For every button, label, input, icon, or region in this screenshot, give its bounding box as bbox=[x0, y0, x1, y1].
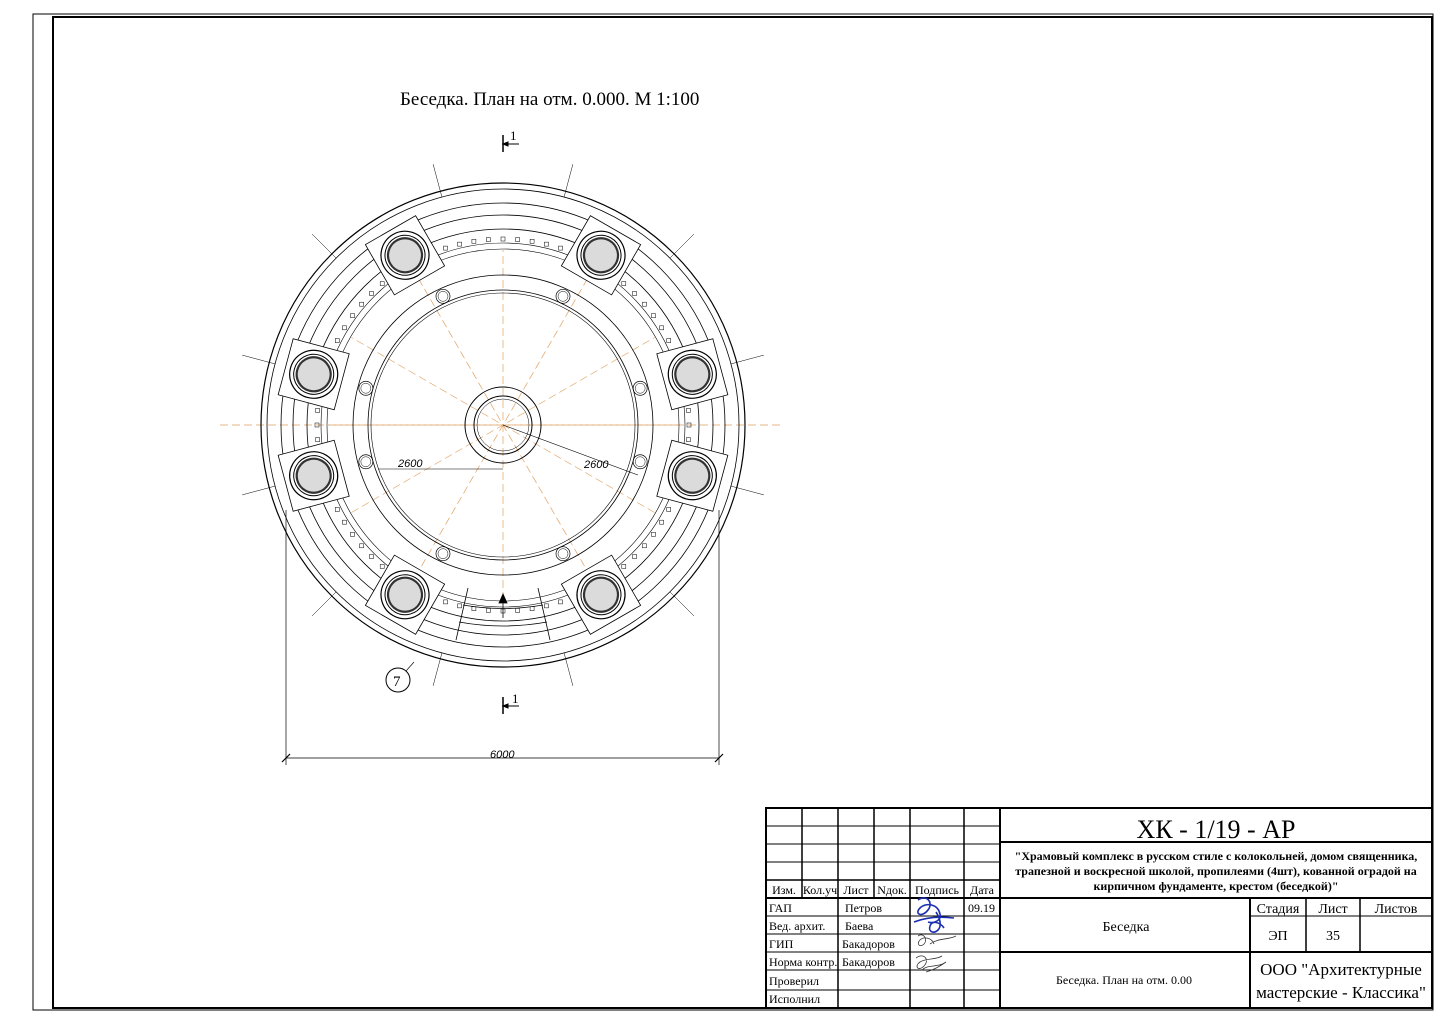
baluster bbox=[530, 239, 534, 243]
baluster bbox=[360, 302, 364, 306]
baluster bbox=[544, 242, 548, 246]
column bbox=[657, 339, 728, 410]
tb-name-4: Бакадоров bbox=[842, 955, 895, 969]
baluster bbox=[642, 302, 646, 306]
tb-code: ХК - 1/19 - АР bbox=[1136, 815, 1296, 844]
tb-header-ndok: Nдок. bbox=[877, 883, 907, 897]
step-edge bbox=[459, 622, 547, 626]
signature-blue bbox=[914, 898, 954, 932]
tb-name-3: Бакадоров bbox=[842, 937, 895, 951]
tb-role-check: Проверил bbox=[769, 974, 819, 988]
baluster bbox=[316, 438, 320, 442]
tb-project-line3: кирпичном фундаменте, крестом (беседкой)" bbox=[1093, 879, 1339, 893]
baluster bbox=[686, 408, 690, 412]
section-label-bottom: 1 bbox=[512, 691, 519, 706]
step-side-right bbox=[538, 588, 550, 640]
baluster bbox=[335, 507, 339, 511]
tb-org-line1: ООО "Архитектурные bbox=[1260, 960, 1422, 979]
column bbox=[278, 440, 349, 511]
baluster bbox=[369, 291, 373, 295]
baluster bbox=[660, 326, 664, 330]
baluster bbox=[486, 238, 490, 242]
baluster bbox=[667, 507, 671, 511]
baluster bbox=[686, 438, 690, 442]
tb-object-name: Беседка bbox=[1102, 920, 1150, 935]
baluster bbox=[458, 604, 462, 608]
signature-gray bbox=[916, 935, 956, 972]
baluster bbox=[316, 408, 320, 412]
baluster bbox=[369, 555, 373, 559]
tb-sheet: 35 bbox=[1326, 929, 1340, 944]
section-label-top: 1 bbox=[510, 128, 517, 143]
baluster bbox=[342, 520, 346, 524]
axis-label: 7 bbox=[393, 674, 401, 690]
bench-support-inner bbox=[438, 291, 448, 301]
tb-org-line2: мастерские - Классика" bbox=[1256, 983, 1426, 1002]
tb-stage-header: Стадия bbox=[1256, 902, 1300, 917]
radial-tick bbox=[670, 592, 694, 616]
tb-role-norm: Норма контр. bbox=[769, 955, 838, 969]
dim-right: 2600 bbox=[584, 459, 609, 471]
centerlines bbox=[220, 250, 780, 600]
baluster bbox=[660, 520, 664, 524]
column bbox=[657, 440, 728, 511]
baluster bbox=[651, 314, 655, 318]
baluster bbox=[501, 237, 505, 241]
baluster bbox=[530, 607, 534, 611]
baluster bbox=[472, 607, 476, 611]
baluster bbox=[380, 564, 384, 568]
tb-header-kol: Кол.уч bbox=[802, 883, 838, 897]
baluster bbox=[622, 564, 626, 568]
gazebo-plan bbox=[220, 164, 780, 686]
tb-header-izm: Изм. bbox=[772, 883, 796, 897]
tb-date: 09.19 bbox=[968, 901, 995, 915]
column bbox=[278, 339, 349, 410]
baluster bbox=[544, 604, 548, 608]
tb-sheet-name: Беседка. План на отм. 0.00 bbox=[1055, 973, 1193, 987]
tb-role-exec: Исполнил bbox=[769, 992, 821, 1006]
baluster bbox=[651, 532, 655, 536]
baluster bbox=[342, 326, 346, 330]
tb-role-gap: ГАП bbox=[769, 901, 792, 915]
tb-sheet-header: Лист bbox=[1318, 902, 1348, 917]
tb-header-list: Лист bbox=[843, 883, 869, 897]
tb-project-line1: "Храмовый комплекс в русском стиле с колокольней, домом священника, bbox=[1014, 849, 1418, 863]
bench-support-inner bbox=[361, 457, 371, 467]
baluster bbox=[642, 544, 646, 548]
tb-stage: ЭП bbox=[1268, 929, 1288, 944]
tb-name-2: Баева bbox=[845, 919, 874, 933]
baluster bbox=[558, 600, 562, 604]
baluster bbox=[472, 239, 476, 243]
baluster bbox=[380, 282, 384, 286]
baluster bbox=[335, 339, 339, 343]
tb-project-line2: трапезной и воскресной школой, пропилеями (4шт), кованной оградой на bbox=[1015, 864, 1417, 878]
baluster bbox=[516, 608, 520, 612]
tb-name-1: Петров bbox=[845, 901, 883, 915]
radial-tick bbox=[312, 234, 336, 258]
dim-left: 2600 bbox=[398, 458, 423, 470]
baluster bbox=[622, 282, 626, 286]
bench-support-inner bbox=[361, 383, 371, 393]
baluster bbox=[558, 246, 562, 250]
dim-line-right bbox=[503, 425, 638, 475]
bench-support-inner bbox=[438, 549, 448, 559]
baluster bbox=[667, 339, 671, 343]
tb-header-date: Дата bbox=[970, 883, 994, 897]
overall-dimension-line bbox=[282, 510, 723, 765]
baluster bbox=[516, 238, 520, 242]
baluster bbox=[360, 544, 364, 548]
baluster bbox=[444, 246, 448, 250]
radial-tick bbox=[312, 592, 336, 616]
baluster bbox=[458, 242, 462, 246]
baluster bbox=[486, 608, 490, 612]
bench-support-inner bbox=[558, 291, 568, 301]
tb-sheets-header: Листов bbox=[1374, 902, 1418, 917]
radial-tick bbox=[670, 234, 694, 258]
step-side-left bbox=[456, 588, 468, 640]
baluster bbox=[351, 314, 355, 318]
tb-header-sign: Подпись bbox=[914, 883, 960, 897]
baluster bbox=[633, 555, 637, 559]
baluster bbox=[444, 600, 448, 604]
baluster bbox=[633, 291, 637, 295]
plan-title: Беседка. План на отм. 0.000. М 1:100 bbox=[400, 89, 700, 110]
bench-support-inner bbox=[558, 549, 568, 559]
tb-role-gip: ГИП bbox=[769, 937, 794, 951]
bench-support-inner bbox=[635, 383, 645, 393]
baluster bbox=[351, 532, 355, 536]
tb-role-ved: Вед. архит. bbox=[769, 919, 826, 933]
bench-support-inner bbox=[635, 457, 645, 467]
entry-arrow-head bbox=[499, 594, 507, 603]
dim-overall: 6000 bbox=[490, 749, 515, 761]
